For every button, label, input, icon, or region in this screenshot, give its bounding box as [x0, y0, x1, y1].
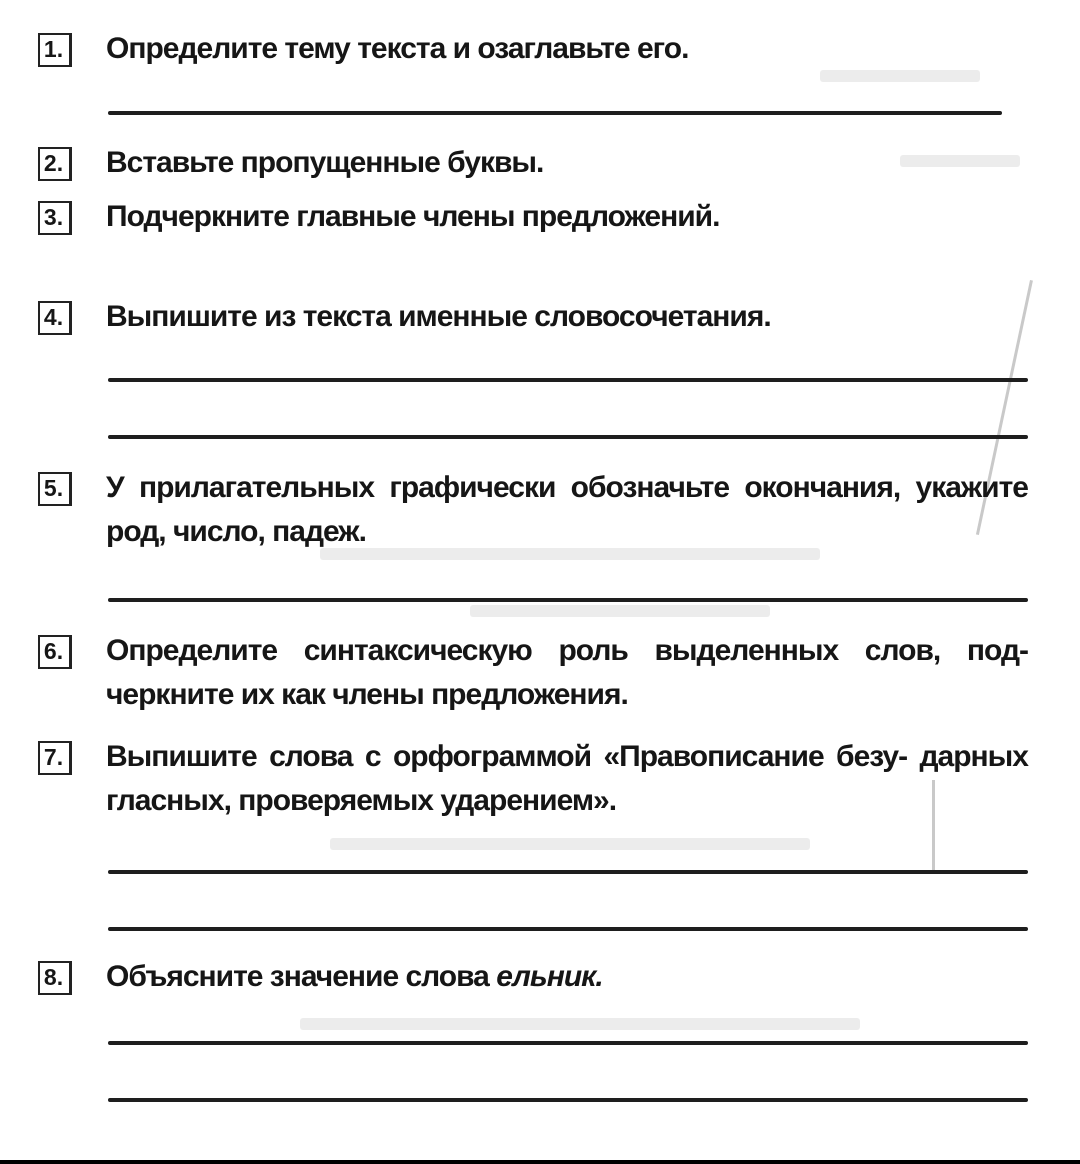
answer-line-1: [108, 111, 1002, 115]
task-number-badge: 2.: [38, 147, 72, 181]
task-1: [38, 27, 1028, 71]
task-7: [38, 735, 1028, 823]
task-5-line-2: укажите род, число, падеж.: [106, 471, 1028, 548]
answer-line-4a: [108, 378, 1028, 382]
bleed-through-mark: [330, 838, 810, 850]
task-6-text: [106, 629, 1028, 717]
task-7-line-1: Выпишите слова с орфограммой «Правописание безу-: [106, 740, 908, 773]
task-8-text: [106, 955, 1028, 999]
task-7-text: [106, 735, 1028, 823]
page-bottom-edge: [0, 1160, 1080, 1164]
task-6: [38, 629, 1028, 717]
task-8: [38, 955, 1028, 999]
task-3-text: Подчеркните главные члены предложений.: [106, 200, 720, 233]
answer-line-4b: [108, 435, 1028, 439]
task-8-prefix: Объясните значение слова: [106, 960, 497, 993]
task-1-text: Определите тему текста и озаглавьте его.: [106, 32, 689, 65]
task-6-line-1: Определите синтаксическую роль выделенных слов, под-: [106, 634, 1028, 667]
task-4-text: Выпишите из текста именные словосочетания.: [106, 300, 771, 333]
task-5: [38, 466, 1028, 554]
task-number-badge: 6.: [38, 635, 72, 669]
bleed-through-mark: [300, 1018, 860, 1030]
task-number-badge: 3.: [38, 201, 72, 235]
task-5-line-1: У прилагательных графически обозначьте окончания,: [106, 471, 901, 504]
answer-line-8a: [108, 1041, 1028, 1045]
answer-line-7a: [108, 870, 1028, 874]
task-6-line-2: черкните их как члены предложения.: [106, 678, 628, 711]
answer-line-8b: [108, 1098, 1028, 1102]
task-3: [38, 195, 1028, 239]
task-7-line-2: дарных гласных, проверяемых ударением».: [106, 740, 1028, 817]
task-number-badge: 4.: [38, 301, 72, 335]
task-4: [38, 295, 1028, 339]
answer-line-5: [108, 598, 1028, 602]
answer-line-7b: [108, 927, 1028, 931]
task-number-badge: 7.: [38, 741, 72, 775]
task-8-term: ельник.: [496, 960, 603, 993]
bleed-through-mark: [470, 605, 770, 617]
task-number-badge: 8.: [38, 961, 72, 995]
task-number-badge: 5.: [38, 472, 72, 506]
task-2: [38, 141, 1028, 185]
task-number-badge: 1.: [38, 33, 72, 67]
bleed-through-mark: [820, 70, 980, 82]
task-5-text: [106, 466, 1028, 554]
task-2-text: Вставьте пропущенные буквы.: [106, 146, 544, 179]
